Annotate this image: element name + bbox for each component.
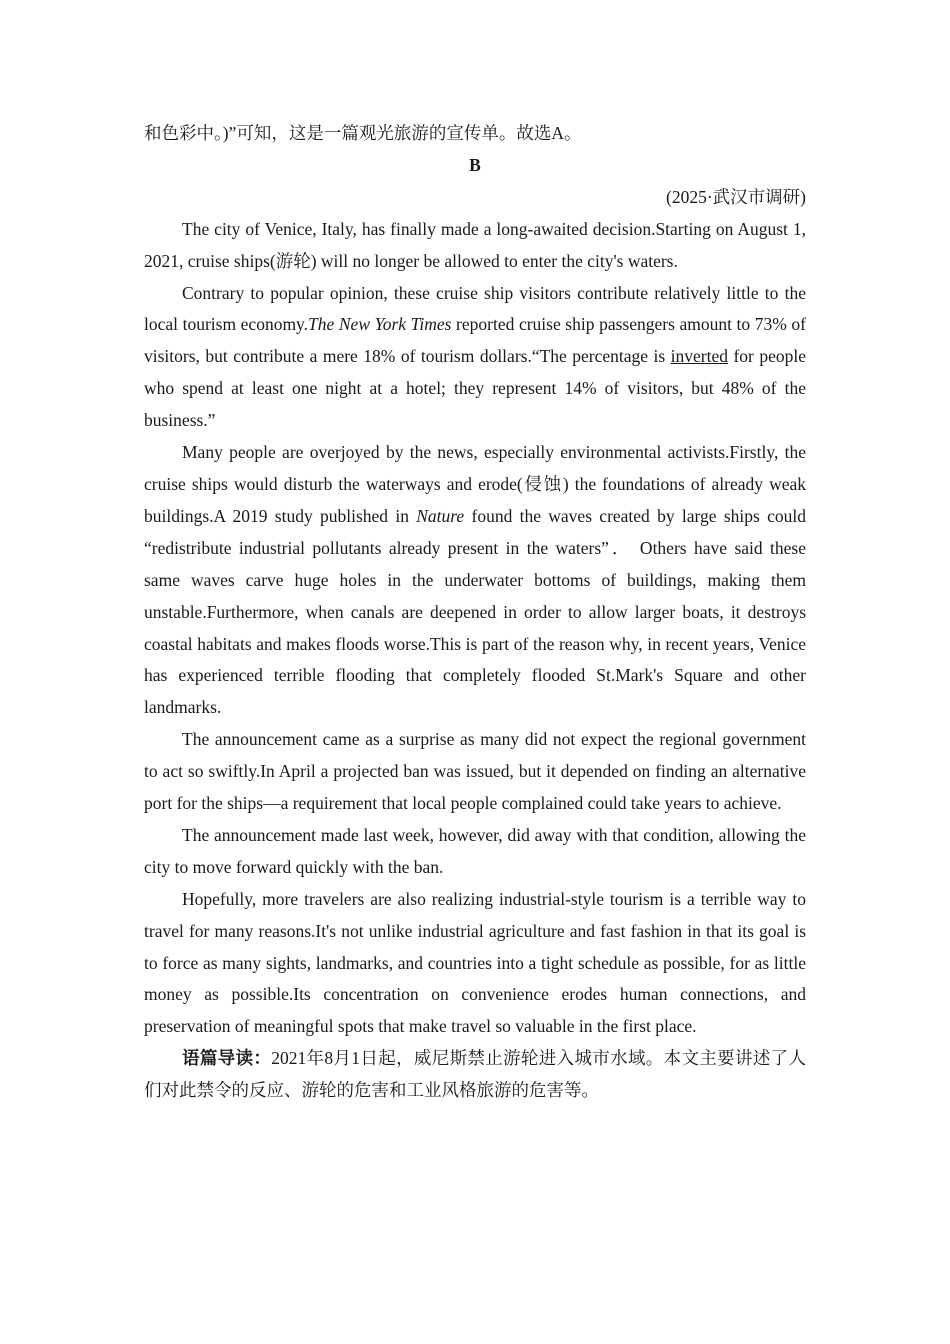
paragraph-3-text-a: Many people are overjoyed by the news, especially environmental activists.Firstly, the cruise ships would disturb the waterways and erode(侵蚀) the foundations of already weak buildings.A 2019 study published in <box>144 442 806 526</box>
paragraph-2-text-b: reported cruise ship passengers amount to 73% of visitors, but contribute a mere 18% of tourism dollars.“The percentage is <box>144 314 806 367</box>
underlined-word: inverted <box>670 346 728 367</box>
paragraph-2-text-c: for people who spend at least one night at a hotel; they represent 14% of visitors, but 48% of the business.” <box>144 346 806 431</box>
paragraph-1: The city of Venice, Italy, has finally made a long-awaited decision.Starting on August 1, 2021, cruise ships(游轮) will no longer be allowed to enter the city's waters. <box>144 218 806 271</box>
newspaper-title: The New York Times <box>308 314 452 335</box>
paragraph-6: Hopefully, more travelers are also realizing industrial-style tourism is a terrible way to travel for many reasons.It's not unlike industrial agriculture and fast fashion in that its goal is to force as many sights, landmarks, and countries into a tight schedule as possible, for as little money as possible.Its concentration on convenience erodes human connections, and preservation of meaningful spots that make travel so valuable in the first place. <box>144 888 806 1037</box>
reading-guide <box>144 1043 806 1107</box>
section-title: B <box>469 154 481 175</box>
paragraph-2-text-a: Contrary to popular opinion, these cruise ship visitors contribute relatively little to the local tourism economy. <box>144 282 806 335</box>
paragraph-4: The announcement came as a surprise as many did not expect the regional government to act so swiftly.In April a projected ban was issued, but it depended on finding an alternative port for the ships—a requirement that local people complained could take years to achieve. <box>144 729 806 814</box>
reading-guide-label: 语篇导读： <box>182 1048 272 1069</box>
paragraph-3 <box>144 437 806 724</box>
previous-answer-line: 和色彩中。)”可知，这是一篇观光旅游的宣传单。故选A。 <box>144 123 582 143</box>
document-page <box>144 118 806 1107</box>
paragraph-5: The announcement made last week, however, did away with that condition, allowing the city to move forward quickly with the ban. <box>144 824 806 877</box>
journal-title: Nature <box>416 505 465 526</box>
reading-guide-text: 2021年8月1日起，威尼斯禁止游轮进入城市水域。本文主要讲述了人们对此禁令的反应、游轮的危害和工业风格旅游的危害等。 <box>144 1048 807 1101</box>
source-citation: (2025·武汉市调研) <box>666 186 806 207</box>
paragraph-3-text-b: found the waves created by large ships could “redistribute industrial pollutants already present in the waters”． Others have said these same waves carve huge holes in the underwater bottoms of buildings, making them unstable.Furthermore, when canals are deepened in order to allow larger boats, it destroys coastal habitats and makes floods worse.This is part of the reason why, in recent years, Venice has experienced terrible flooding that completely flooded St.Mark's Square and other landmarks. <box>144 505 806 718</box>
paragraph-2 <box>144 278 806 438</box>
